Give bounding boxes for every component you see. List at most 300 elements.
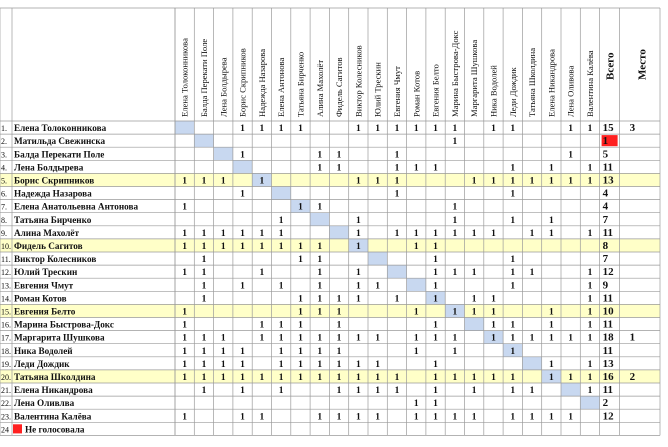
- vote-mark: 1: [568, 373, 574, 383]
- vote-mark: 1: [240, 189, 245, 200]
- self-vote-cell: [194, 134, 213, 147]
- row-total: 11: [602, 344, 614, 357]
- vote-mark: 1: [510, 346, 516, 357]
- participant-name: Борис Скрипников: [14, 175, 95, 186]
- vote-mark: 1: [452, 124, 458, 135]
- vote-mark: 1: [336, 307, 342, 318]
- vote-mark: 1: [336, 359, 342, 370]
- column-header-label: Елена Толоконникова: [179, 38, 190, 117]
- vote-mark: 1: [510, 268, 516, 279]
- vote-mark: 1: [298, 255, 303, 266]
- participant-name: Матильда Свежинска: [14, 136, 106, 147]
- vote-mark: 1: [298, 359, 303, 370]
- vote-mark: 1: [259, 228, 265, 239]
- row-number: 10.: [1, 242, 11, 251]
- vote-mark: 1: [259, 320, 265, 331]
- vote-mark: 1: [587, 307, 593, 318]
- vote-mark: 1: [240, 242, 245, 252]
- vote-mark: 1: [433, 412, 438, 423]
- column-header-label: Надежда Назарова: [256, 48, 267, 117]
- vote-mark: 1: [587, 373, 593, 383]
- vote-mark: 1: [259, 412, 265, 423]
- column-header-label: Татьяна Бирченко: [295, 51, 306, 117]
- vote-mark: 1: [471, 268, 477, 279]
- self-vote-cell: [329, 226, 348, 239]
- vote-mark: 1: [240, 373, 245, 383]
- vote-mark: 1: [433, 359, 438, 370]
- vote-mark: 1: [317, 163, 323, 174]
- vote-mark: 1: [201, 359, 207, 370]
- vote-mark: 1: [491, 373, 496, 383]
- vote-mark: 1: [317, 346, 323, 357]
- vote-mark: 1: [452, 137, 458, 148]
- vote-mark: 1: [568, 412, 574, 423]
- table-row: [1, 332, 635, 344]
- table-row: [1, 161, 613, 173]
- vote-mark: 1: [587, 281, 593, 292]
- self-vote-cell: [214, 147, 233, 160]
- vote-mark: 1: [529, 386, 535, 397]
- participant-name: Елена Никандрова: [14, 385, 93, 396]
- vote-mark: 1: [201, 176, 207, 187]
- vote-mark: 1: [548, 373, 554, 383]
- vote-mark: 1: [375, 386, 381, 397]
- vote-mark: 1: [240, 228, 245, 239]
- vote-mark: 1: [433, 399, 438, 410]
- row-total: 8: [602, 240, 609, 252]
- vote-mark: 1: [548, 412, 554, 423]
- vote-mark: 1: [587, 333, 593, 344]
- vote-mark: 1: [491, 333, 496, 344]
- vote-mark: 1: [298, 294, 303, 305]
- column-header-label: Балда Перекати Поле: [198, 38, 209, 117]
- vote-mark: 1: [587, 359, 593, 370]
- self-vote-cell: [407, 278, 426, 291]
- participant-name: Леди Дождик: [14, 358, 70, 369]
- column-header-label: Маргарита Шушкова: [469, 39, 480, 117]
- vote-mark: 1: [491, 307, 496, 318]
- row-total: 1: [602, 135, 609, 148]
- self-vote-cell: [175, 121, 194, 134]
- vote-mark: 1: [548, 307, 554, 318]
- row-total: 13: [602, 357, 614, 370]
- participant-name: Елена Анатольевна Антонова: [14, 201, 139, 212]
- table-row: [1, 148, 609, 160]
- self-vote-cell: [580, 396, 599, 409]
- vote-mark: 1: [278, 281, 284, 292]
- vote-mark: 1: [336, 320, 342, 331]
- column-header-label: Леди Дождик: [507, 67, 518, 117]
- vote-mark: 1: [278, 242, 284, 252]
- row-number: 20.: [1, 373, 11, 382]
- vote-mark: 1: [433, 320, 438, 331]
- vote-mark: 1: [182, 359, 188, 370]
- vote-mark: 1: [413, 242, 419, 252]
- table-row: [1, 188, 609, 200]
- vote-mark: 1: [317, 307, 323, 318]
- vote-mark: 1: [433, 163, 438, 174]
- vote-mark: 1: [182, 228, 188, 239]
- vote-mark: 1: [355, 281, 361, 292]
- vote-mark: 1: [587, 176, 593, 187]
- vote-mark: 1: [568, 333, 574, 344]
- vote-mark: 1: [491, 124, 496, 135]
- vote-mark: 1: [510, 176, 516, 187]
- vote-mark: 1: [220, 373, 226, 383]
- vote-mark: 1: [201, 346, 207, 357]
- table-row: [1, 253, 609, 265]
- vote-mark: 1: [452, 333, 458, 344]
- vote-mark: 1: [529, 228, 535, 239]
- row-total: 11: [602, 384, 614, 397]
- row-number: 16.: [1, 320, 11, 330]
- self-vote-cell: [310, 213, 329, 226]
- vote-mark: 1: [491, 320, 496, 331]
- vote-mark: 1: [452, 307, 458, 318]
- vote-mark: 1: [182, 202, 188, 213]
- vote-mark: 1: [548, 333, 554, 344]
- column-header-label: Лена Болдырева: [218, 57, 229, 117]
- vote-mark: 1: [433, 281, 438, 292]
- vote-mark: 1: [278, 373, 284, 383]
- place-header: Место: [636, 49, 649, 80]
- vote-mark: 1: [471, 373, 477, 383]
- vote-mark: 1: [375, 333, 381, 344]
- vote-mark: 1: [548, 176, 554, 187]
- vote-mark: 1: [182, 412, 188, 423]
- row-place: 3: [629, 122, 636, 135]
- vote-mark: 1: [510, 124, 516, 135]
- footer-label: Не голосовала: [25, 424, 85, 435]
- vote-mark: 1: [240, 359, 245, 370]
- row-number: 14.: [1, 294, 11, 304]
- vote-mark: 1: [548, 359, 554, 370]
- vote-mark: 1: [375, 281, 381, 292]
- vote-mark: 1: [240, 346, 245, 357]
- vote-mark: 1: [394, 124, 400, 135]
- participant-name: Лена Болдырева: [14, 162, 84, 173]
- vote-mark: 1: [510, 163, 516, 174]
- vote-mark: 1: [201, 228, 207, 239]
- self-vote-cell: [465, 318, 484, 331]
- vote-mark: 1: [568, 124, 574, 135]
- vote-mark: 1: [240, 281, 245, 292]
- vote-mark: 1: [587, 320, 593, 331]
- vote-mark: 1: [394, 176, 400, 187]
- column-header-label: Елена Антонова: [276, 57, 287, 117]
- vote-mark: 1: [220, 176, 226, 187]
- row-total: 11: [602, 318, 614, 331]
- vote-mark: 1: [355, 386, 361, 397]
- vote-mark: 1: [317, 255, 323, 266]
- vote-mark: 1: [413, 399, 419, 410]
- vote-mark: 1: [220, 359, 226, 370]
- participant-name: Виктор Колесников: [14, 254, 97, 265]
- vote-mark: 1: [548, 228, 554, 239]
- vote-mark: 1: [259, 373, 265, 383]
- row-number: 17.: [1, 333, 11, 343]
- vote-mark: 1: [394, 189, 400, 200]
- row-total: 2: [602, 397, 609, 410]
- vote-mark: 1: [182, 333, 188, 344]
- column-header-label: Алина Махолёт: [314, 59, 325, 117]
- column-header-label: Евгения Чмут: [391, 66, 402, 117]
- vote-mark: 1: [413, 228, 419, 239]
- vote-mark: 1: [452, 412, 458, 423]
- row-number: 5.: [1, 176, 7, 186]
- vote-mark: 1: [317, 202, 323, 213]
- vote-mark: 1: [259, 268, 265, 279]
- vote-mark: 1: [201, 373, 207, 383]
- vote-mark: 1: [471, 176, 477, 187]
- vote-mark: 1: [375, 176, 381, 187]
- participant-name: Татьяна Школдина: [14, 372, 96, 382]
- vote-mark: 1: [394, 386, 400, 397]
- participant-name: Лена Оливлва: [14, 398, 75, 409]
- vote-mark: 1: [433, 294, 438, 305]
- footer-number: 24: [1, 425, 9, 435]
- vote-mark: 1: [433, 386, 438, 397]
- vote-mark: 1: [452, 346, 458, 357]
- vote-mark: 1: [510, 255, 516, 266]
- row-total: 18: [602, 331, 614, 344]
- vote-mark: 1: [278, 320, 284, 331]
- vote-mark: 1: [355, 373, 361, 383]
- row-total: 4: [602, 200, 609, 213]
- column-header-label: Лена Оливова: [565, 65, 576, 117]
- vote-mark: 1: [510, 373, 516, 383]
- vote-mark: 1: [413, 346, 419, 357]
- vote-mark: 1: [278, 346, 284, 357]
- vote-mark: 1: [587, 124, 593, 135]
- self-vote-cell: [272, 187, 291, 200]
- vote-mark: 1: [182, 176, 188, 187]
- vote-mark: 1: [182, 242, 188, 252]
- row-number: 22.: [1, 399, 11, 409]
- vote-mark: 1: [355, 176, 361, 187]
- vote-mark: 1: [317, 373, 323, 383]
- vote-mark: 1: [433, 242, 438, 252]
- row-number: 19.: [1, 359, 11, 369]
- vote-mark: 1: [413, 412, 419, 423]
- vote-mark: 1: [548, 215, 554, 226]
- vote-mark: 1: [375, 373, 381, 383]
- vote-mark: 1: [259, 176, 265, 187]
- vote-mark: 1: [510, 412, 516, 423]
- participant-name: Евгения Чмут: [14, 280, 74, 291]
- row-place: 1: [629, 331, 636, 344]
- vote-mark: 1: [259, 333, 265, 344]
- table-row: [1, 279, 609, 291]
- vote-mark: 1: [375, 359, 381, 370]
- vote-mark: 1: [471, 307, 477, 318]
- vote-mark: 1: [413, 307, 419, 318]
- table-row: [1, 397, 609, 409]
- table-row: [1, 135, 618, 147]
- participant-name: Елена Толоконникова: [14, 123, 107, 134]
- column-header-label: Борис Скрипников: [237, 48, 248, 117]
- row-number: 7.: [1, 202, 7, 212]
- participant-name: Татьяна Бирченко: [14, 214, 92, 225]
- vote-mark: 1: [529, 333, 535, 344]
- table-row: [1, 319, 613, 331]
- vote-mark: 1: [413, 124, 419, 135]
- vote-mark: 1: [394, 150, 400, 161]
- row-number: 4.: [1, 163, 7, 173]
- participant-name: Маргарита Шушкова: [14, 332, 105, 343]
- vote-mark: 1: [259, 242, 265, 252]
- vote-mark: 1: [355, 359, 361, 370]
- column-header-label: Юлий Трескин: [372, 62, 383, 117]
- vote-mark: 1: [491, 228, 496, 239]
- vote-mark: 1: [201, 386, 207, 397]
- vote-mark: 1: [298, 346, 303, 357]
- vote-mark: 1: [201, 294, 207, 305]
- vote-mark: 1: [510, 320, 516, 331]
- vote-mark: 1: [259, 124, 265, 135]
- vote-mark: 1: [298, 333, 303, 344]
- vote-mark: 1: [355, 228, 361, 239]
- row-total: 11: [602, 161, 614, 174]
- vote-mark: 1: [336, 373, 342, 383]
- vote-mark: 1: [413, 163, 419, 174]
- vote-mark: 1: [201, 242, 207, 252]
- vote-mark: 1: [182, 268, 188, 279]
- vote-mark: 1: [433, 255, 438, 266]
- vote-mark: 1: [317, 412, 323, 423]
- vote-mark: 1: [278, 228, 284, 239]
- vote-mark: 1: [394, 228, 400, 239]
- vote-mark: 1: [510, 215, 516, 226]
- vote-mark: 1: [433, 268, 438, 279]
- row-number: 2.: [1, 137, 7, 147]
- vote-mark: 1: [298, 124, 303, 135]
- vote-mark: 1: [355, 242, 361, 252]
- column-header-label: Фидель Сагитов: [334, 57, 345, 117]
- table-row: [1, 384, 613, 396]
- column-header-label: Татьяна Школдина: [527, 47, 538, 117]
- vote-mark: 1: [278, 333, 284, 344]
- vote-mark: 1: [587, 228, 593, 239]
- self-vote-cell: [561, 383, 580, 396]
- vote-mark: 1: [471, 228, 477, 239]
- vote-mark: 1: [355, 294, 361, 305]
- row-total: 12: [602, 266, 614, 279]
- participant-name: Валентина Калёва: [14, 411, 92, 422]
- footer-red-marker: [13, 424, 22, 433]
- column-header-label: Евгения Белто: [430, 64, 441, 117]
- vote-mark: 1: [433, 373, 438, 383]
- row-total: 16: [602, 371, 614, 383]
- vote-mark: 1: [336, 386, 342, 397]
- vote-mark: 1: [336, 294, 342, 305]
- vote-mark: 1: [201, 255, 207, 266]
- vote-mark: 1: [394, 294, 400, 305]
- column-header-label: Елена Никандрова: [546, 49, 557, 117]
- table-row: [1, 122, 636, 134]
- vote-mark: 1: [355, 124, 361, 135]
- row-total: 9: [602, 279, 609, 292]
- table-row: [1, 292, 613, 304]
- vote-mark: 1: [182, 346, 188, 357]
- vote-mark: 1: [336, 333, 342, 344]
- vote-mark: 1: [510, 333, 516, 344]
- vote-mark: 1: [336, 412, 342, 423]
- vote-mark: 1: [220, 333, 226, 344]
- row-number: 18.: [1, 346, 11, 356]
- row-number: 13.: [1, 281, 11, 291]
- vote-mark: 1: [529, 268, 535, 279]
- vote-mark: 1: [182, 320, 188, 331]
- self-vote-cell: [368, 252, 387, 265]
- participant-name: Фидель Сагитов: [14, 241, 83, 251]
- vote-mark: 1: [529, 412, 535, 423]
- vote-mark: 1: [298, 320, 303, 331]
- row-total: 11: [602, 226, 614, 239]
- participant-name: Ника Водолей: [14, 345, 73, 356]
- row-total: 4: [602, 187, 609, 200]
- column-header-label: Виктор Колесников: [353, 45, 364, 117]
- column-headers: [180, 30, 649, 117]
- self-vote-cell: [387, 265, 406, 278]
- vote-mark: 1: [317, 242, 323, 252]
- column-header-label: Валентина Калёва: [584, 50, 595, 117]
- vote-mark: 1: [317, 359, 323, 370]
- total-header: Всего: [604, 52, 617, 80]
- vote-mark: 1: [220, 228, 226, 239]
- vote-mark: 1: [317, 294, 323, 305]
- vote-mark: 1: [433, 228, 438, 239]
- vote-mark: 1: [298, 202, 303, 213]
- vote-mark: 1: [240, 386, 245, 397]
- vote-mark: 1: [471, 412, 477, 423]
- vote-mark: 1: [240, 150, 245, 161]
- vote-mark: 1: [298, 373, 303, 383]
- row-total: 10: [602, 305, 614, 318]
- vote-mark: 1: [452, 373, 458, 383]
- vote-mark: 1: [317, 281, 323, 292]
- row-total: 5: [602, 148, 609, 161]
- vote-mark: 1: [568, 176, 574, 187]
- vote-mark: 1: [413, 333, 419, 344]
- vote-mark: 1: [568, 150, 574, 161]
- vote-mark: 1: [201, 281, 207, 292]
- vote-mark: 1: [510, 386, 516, 397]
- vote-mark: 1: [433, 124, 438, 135]
- vote-mark: 1: [336, 346, 342, 357]
- vote-mark: 1: [452, 215, 458, 226]
- vote-mark: 1: [278, 124, 284, 135]
- row-number: 23.: [1, 412, 11, 422]
- row-total: 7: [602, 213, 609, 226]
- participant-name: Надежда Назарова: [14, 188, 92, 199]
- row-total: 12: [602, 410, 614, 423]
- row-number: 21.: [1, 386, 11, 396]
- row-number: 1.: [1, 124, 7, 134]
- vote-mark: 1: [375, 412, 381, 423]
- vote-mark: 1: [317, 268, 323, 279]
- vote-mark: 1: [240, 124, 245, 135]
- vote-mark: 1: [201, 268, 207, 279]
- row-number: 3.: [1, 150, 7, 160]
- vote-mark: 1: [220, 242, 226, 252]
- vote-mark: 1: [452, 202, 458, 213]
- vote-mark: 1: [355, 333, 361, 344]
- vote-mark: 1: [394, 163, 400, 174]
- vote-mark: 1: [510, 281, 516, 292]
- vote-mark: 1: [317, 150, 323, 161]
- vote-mark: 1: [548, 320, 554, 331]
